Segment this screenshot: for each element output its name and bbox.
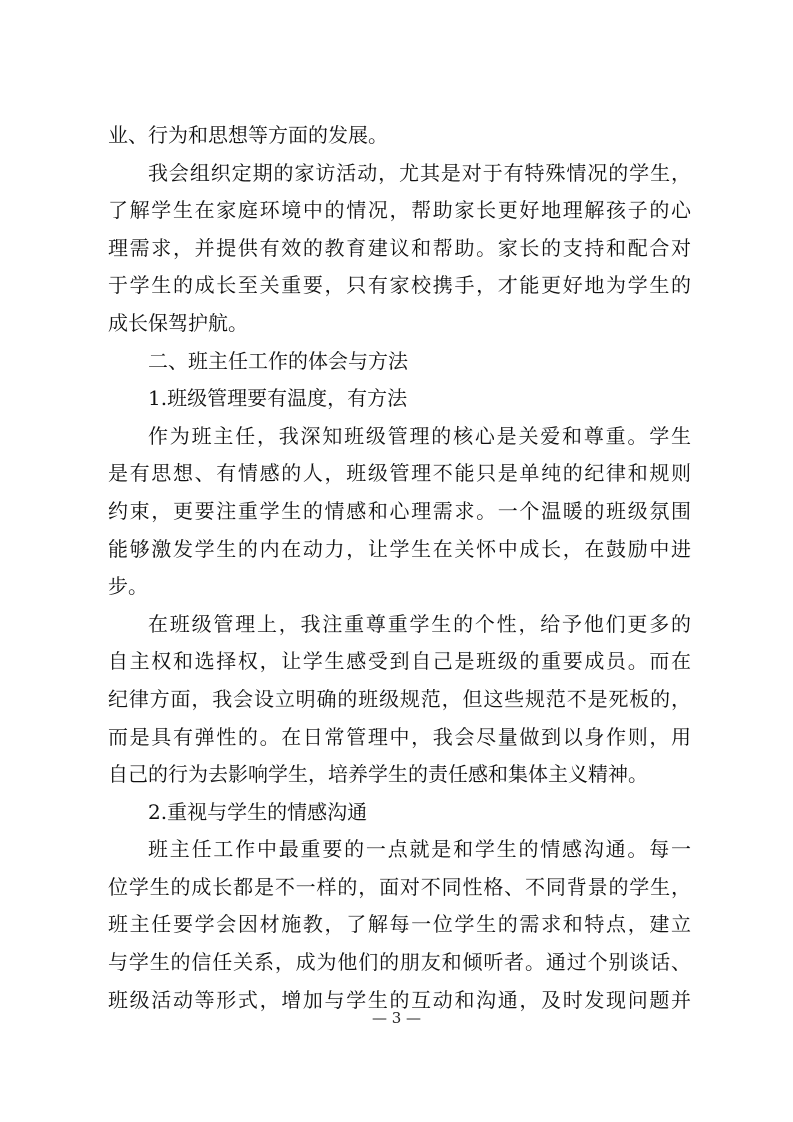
text-line: 步。 xyxy=(108,574,148,599)
text-line: 我会组织定期的家访活动，尤其是对于有特殊情况的学生， xyxy=(148,160,691,185)
body-text xyxy=(108,117,691,1019)
text-line: 纪律方面，我会设立明确的班级规范，但这些规范不是死板的， xyxy=(108,686,691,711)
text-line: 作为班主任，我深知班级管理的核心是关爱和尊重。学生 xyxy=(148,423,691,448)
text-line: 在班级管理上，我注重尊重学生的个性，给予他们更多的 xyxy=(148,611,691,636)
text-line: 约束，更要注重学生的情感和心理需求。一个温暖的班级氛围 xyxy=(108,498,691,523)
section-heading: 二、班主任工作的体会与方法 xyxy=(148,348,408,373)
text-line: 于学生的成长至关重要，只有家校携手，才能更好地为学生的 xyxy=(108,273,691,298)
text-line: 与学生的信任关系，成为他们的朋友和倾听者。通过个别谈话、 xyxy=(108,950,691,975)
section-heading: 2.重视与学生的情感沟通 xyxy=(148,799,368,824)
text-line: 自主权和选择权，让学生感受到自己是班级的重要成员。而在 xyxy=(108,649,691,674)
text-line: 能够激发学生的内在动力，让学生在关怀中成长，在鼓励中进 xyxy=(108,536,691,561)
text-line: 班主任工作中最重要的一点就是和学生的情感沟通。每一 xyxy=(148,837,691,862)
text-line: 是有思想、有情感的人，班级管理不能只是单纯的纪律和规则 xyxy=(108,461,691,486)
text-line: 自己的行为去影响学生，培养学生的责任感和集体主义精神。 xyxy=(108,762,648,787)
text-line: 班级活动等形式，增加与学生的互动和沟通，及时发现问题并 xyxy=(108,987,691,1012)
section-heading: 1.班级管理要有温度，有方法 xyxy=(148,386,408,411)
text-line: 业、行为和思想等方面的发展。 xyxy=(108,123,388,147)
text-line: 了解学生在家庭环境中的情况，帮助家长更好地理解孩子的心 xyxy=(108,198,691,223)
text-line: 位学生的成长都是不一样的，面对不同性格、不同背景的学生， xyxy=(108,874,691,899)
text-line: 理需求，并提供有效的教育建议和帮助。家长的支持和配合对 xyxy=(108,235,691,260)
text-line: 成长保驾护航。 xyxy=(108,310,248,335)
page-number: — 3 — xyxy=(371,1009,422,1027)
text-line: 班主任要学会因材施教，了解每一位学生的需求和特点，建立 xyxy=(108,912,691,937)
text-line: 而是具有弹性的。在日常管理中，我会尽量做到以身作则，用 xyxy=(108,724,691,749)
